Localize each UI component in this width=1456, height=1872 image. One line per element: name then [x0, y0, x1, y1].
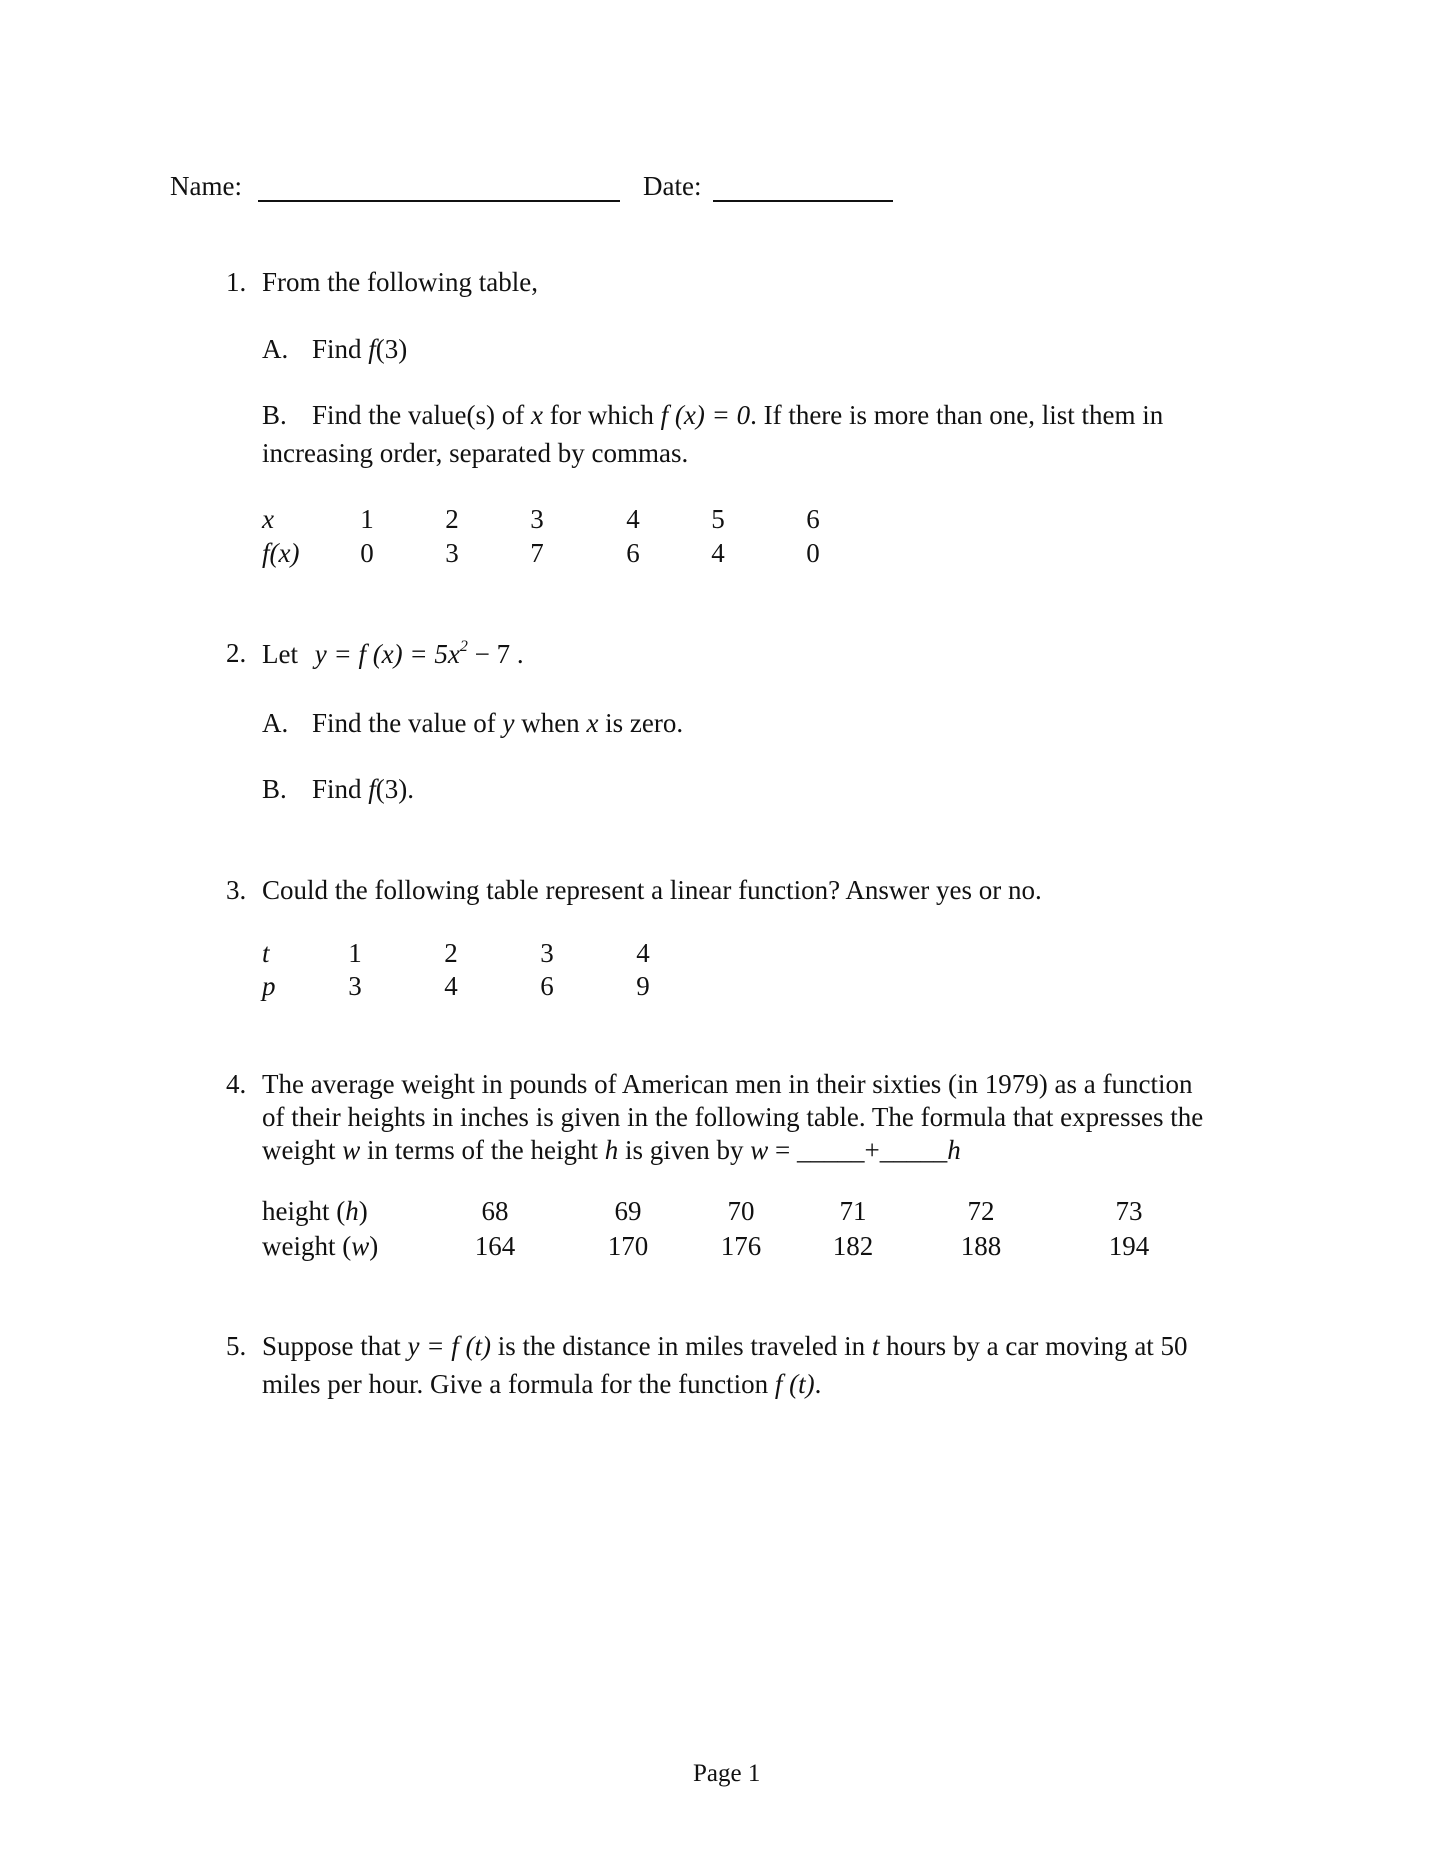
q1-table-x-cell: 6 — [806, 504, 820, 534]
q3-table-t-cell: 1 — [348, 938, 362, 968]
name-field[interactable] — [258, 176, 620, 202]
q4-number: 4. — [226, 1069, 247, 1099]
q3-table-p-cell: 9 — [636, 971, 650, 1001]
q3-table-p-cell: 3 — [348, 971, 362, 1001]
q4-table-weight-cell: 194 — [1108, 1231, 1150, 1261]
q4-table-height-cell: 70 — [727, 1196, 755, 1226]
q4-table-weight-cell: 188 — [960, 1231, 1002, 1261]
q4-table-weight-cell: 164 — [474, 1231, 516, 1261]
q1-a-text: Find f(3) — [312, 334, 408, 364]
q4-text-line-2: of their heights in inches is given in the following table. The formula that expresses the — [262, 1102, 1204, 1132]
q1-table-row-label-fx: f(x) — [262, 538, 300, 568]
q1-a-label: A. — [262, 334, 289, 364]
q1-table-fx-cell: 6 — [626, 538, 640, 568]
name-label: Name: — [170, 171, 242, 201]
q4-table-weight-cell: 182 — [832, 1231, 874, 1261]
q1-table-row-label-x: x — [262, 504, 274, 534]
q1-text: From the following table, — [262, 267, 538, 297]
q4-table-height-cell: 71 — [839, 1196, 867, 1226]
q4-table-row-label-height: height (h) — [262, 1196, 368, 1226]
q4-table-height-cell: 68 — [481, 1196, 509, 1226]
q3-table-row-label-p: p — [262, 971, 276, 1001]
date-field[interactable] — [713, 176, 893, 202]
q1-table-fx-cell: 7 — [530, 538, 544, 568]
q1-b-equation: f (x) = 0 — [660, 400, 751, 430]
page-number: Page 1 — [693, 1760, 761, 1787]
q3-table-t-cell: 4 — [636, 938, 650, 968]
q2-b-text: Find f(3). — [312, 774, 415, 804]
q5-number: 5. — [226, 1331, 247, 1361]
q1-table-x-cell: 5 — [711, 504, 725, 534]
q4-table-height-cell: 73 — [1115, 1196, 1143, 1226]
q2-number: 2. — [226, 638, 247, 668]
q4-table-height-cell: 69 — [614, 1196, 642, 1226]
q3-table-p-cell: 4 — [444, 971, 458, 1001]
q2-equation: y = f $(x) = 5x^2 - 7$ . — [314, 638, 524, 669]
q4-table-weight-cell: 176 — [720, 1231, 762, 1261]
q1-table-fx-cell: 0 — [360, 538, 374, 568]
q1-table-fx-cell: 4 — [711, 538, 725, 568]
q1-table-x-cell: 4 — [626, 504, 640, 534]
q4-table-height-cell: 72 — [967, 1196, 995, 1226]
q1-table-fx-cell: 3 — [445, 538, 459, 568]
q3-table-t-cell: 3 — [540, 938, 554, 968]
q3-table-p-cell: 6 — [540, 971, 554, 1001]
q3-number: 3. — [226, 875, 247, 905]
date-label: Date: — [643, 171, 702, 201]
q2-b-label: B. — [262, 774, 287, 804]
q1-table-x-cell: 3 — [530, 504, 544, 534]
q1-b-text-continued: increasing order, separated by commas. — [262, 438, 689, 468]
q1-b-text: Find the value(s) of x for which f (x) = 0. If there is more than one, list them in — [312, 400, 1164, 430]
q1-table-x-cell: 1 — [360, 504, 374, 534]
q2-a-label: A. — [262, 708, 289, 738]
q4-table-row-label-weight: weight (w) — [262, 1231, 379, 1261]
q3-table-t-cell: 2 — [444, 938, 458, 968]
q3-text: Could the following table represent a linear function? Answer yes or no. — [262, 875, 1042, 905]
q2-a-text: Find the value of y when x is zero. — [312, 708, 684, 738]
q2-text: Let y = f $(x) = 5x^2 - 7$ . — [262, 638, 524, 669]
q5-text-line-2: miles per hour. Give a formula for the function f (t). — [262, 1369, 822, 1399]
q5-text-line-1: Suppose that y = f (t) is the distance in miles traveled in t hours by a car moving at 50 — [262, 1331, 1188, 1361]
q1-b-label: B. — [262, 400, 287, 430]
q1-number: 1. — [226, 267, 247, 297]
q4-text-line-1: The average weight in pounds of American men in their sixties (in 1979) as a function — [262, 1069, 1193, 1099]
q4-table-weight-cell: 170 — [607, 1231, 649, 1261]
q3-table-row-label-t: t — [262, 938, 270, 968]
q4-text-line-3: weight w in terms of the height h is given by w = _____+_____h — [262, 1135, 961, 1165]
q1-table-x-cell: 2 — [445, 504, 459, 534]
q1-table-fx-cell: 0 — [806, 538, 820, 568]
q5-function: f (t) — [774, 1369, 815, 1399]
q5-equation: y = f (t) — [407, 1331, 491, 1361]
